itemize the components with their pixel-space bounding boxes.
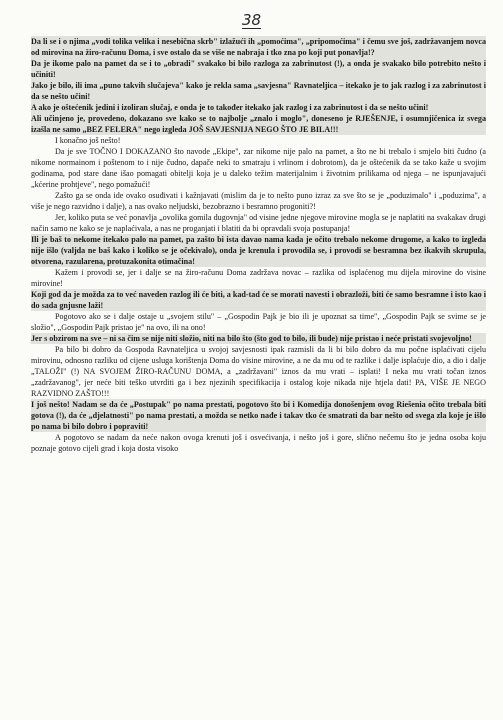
paragraph: Jako je bilo, ili ima „puno takvih slučajeva" kako je rekla sama „savjesna" Ravnateljica – itekako je to jak razlog i za zabrinutost i da se nešto učini! — [31, 81, 486, 101]
paragraph: Ali učinjeno je, provedeno, dokazano sve kako se to najbolje „znalo i moglo", doneseno je RJEŠENJE, i osumnjičenica iz svega izašla ne samo „BEZ FELERA" nego izgleda JOŠ SAVJESNIJA NEGO ŠTO JE BILA!!! — [31, 114, 486, 134]
paragraph: Pa bilo bi dobro da Gospoda Ravnateljica u svojoj savjesnosti ipak razmisli da li bi bilo dobro da mu počne isplaćivati cijelu mirovinu, odnosno razliku od cijene usluga korištenja Doma do visine mirovine, a ne da mu od te razlike i dalje isplaćuje dio, a dio i dalje „TALOŽI" (!) NA SVOJEM ŽIRO-RAČUNU DOMA, a „zadržavani" iznos da mu vrati – isplati! I neka mu vrati točan iznos „zadržavanog", jer neće biti teško utvrditi ga i bez njezinih specifikacija i ostalog koje nikada nije htjela dati! PA, VIŠE JE NEGO RAZVIDNO ZAŠTO!!! — [31, 345, 486, 398]
paragraph: Da li se i o njima „vodi tolika velika i nesebična skrb" izlažući ih „pomoćima", „pripomoćima" i čemu sve još, zadržavanjem novca od mirovina na žiro-računu Doma, i sve ostalo da se više ne nabraja i tko zna po koji put ponavlja!? — [31, 37, 486, 57]
paragraph: Da je ikome palo na pamet da se i to „obradi" svakako bi bilo razloga za zabrinutost (!), a onda je svakako bilo potrebito nešto i učiniti! — [31, 59, 486, 79]
paragraph: Da je sve TOČNO I DOKAZANO što navode „Ekipe", zar nikome nije palo na pamet, a što ne bi trebalo i smjelo biti čudno (a nikome normainom i poštenom to i nije čudno, dapače neki to smatraju i vrlinom i dobrotom), da je oštećenik da se tako kaže u svojim godinama, pod stare dane išao pomagati obitelji koja je u daleko težim materijalnim i životnim prilikama od njega – ne ispunjavajući „kćerine prohtjeve", nego pomažući! — [31, 147, 486, 189]
paragraph: Kažem i provodi se, jer i dalje se na žiro-računu Doma zadržava novac – razlika od isplaćenog mu dijela mirovine do visine mirovine! — [31, 268, 486, 288]
document-body — [31, 36, 486, 454]
paragraph: Jer, koliko puta se već ponavlja „ovolika gomila dugovnja" od visine jedne njegove mirovine mogla se je naplatiti na svakakav drugi način samo ne kako se je naplaćivala, a nas ne proganjati i blatiti da bi opravdali svoja postupanja! — [31, 213, 486, 233]
paragraph: Ili je baš to nekome itekako palo na pamet, pa zašto bi ista davao nama kada je očito trebalo nekome drugome, a kako to izgleda nije išlo (valjda ne baš kako i koliko se je očekivalo), onda je krenula i provodila se, i provodi se besramna bez ikakvih skrupula, otvorena, razularena, protuzakonita otimačina! — [31, 235, 486, 266]
paragraph: I još nešto! Nadam se da će „Postupak" po nama prestati, pogotovo što bi i Komedija donošenjem ovog Riešenia očito trebala biti gotova (!), da će „djelatnosti" po nama prestati, a možda se netko nađe i takav tko će smatrati da bar nešto od svega zla koje je išlo po nama bi bilo dobro i popraviti! — [31, 400, 486, 431]
paragraph: Zašto ga se onda ide ovako osuđivati i kažnjavati (mislim da je to nešto puno izraz za sve što se je „poduzimalo" i „poduzima", a više je nego razvidno i dalje), a nas ovako neljudski, bezobrazno i besramno progoniti?! — [31, 191, 486, 211]
paragraph: A ako je oštećenik jedini i izoliran slučaj, e onda je to također itekako jak razlog i za zabrinutost i da se nešto učini! — [31, 102, 486, 113]
paragraph: Pogotovo ako se i dalje ostaje u „svojem stilu" – „Gospodin Pajk je bio ili je upoznat sa time", „Gospodin Pajk se svime se je složio", „Gospodin Pajk pristao je" na ovo, ili na ono! — [31, 312, 486, 332]
paragraph: Jer s obzirom na sve – ni sa čim se nije niti složio, niti na bilo što (što god to bilo, ili bude) nije pristao i neće pristati svojevoljno! — [31, 333, 486, 344]
paragraph: I konačno još nešto! — [55, 136, 121, 145]
page-number: 38 — [241, 11, 262, 29]
paragraph: A pogotovo se nadam da neće nakon ovoga krenuti još i osvećivanja, i nešto još i gore, slično nečemu što je jedna osoba koju poznaje gotovo cijeli grad i koja dosta visoko — [31, 433, 486, 453]
paragraph: Koji god da je možda za to već naveden razlog ili će biti, a kad-tad će se morati navesti i obrazloži, biti će samo besramne i isto kao i do sada gnjusne laži! — [31, 290, 486, 310]
